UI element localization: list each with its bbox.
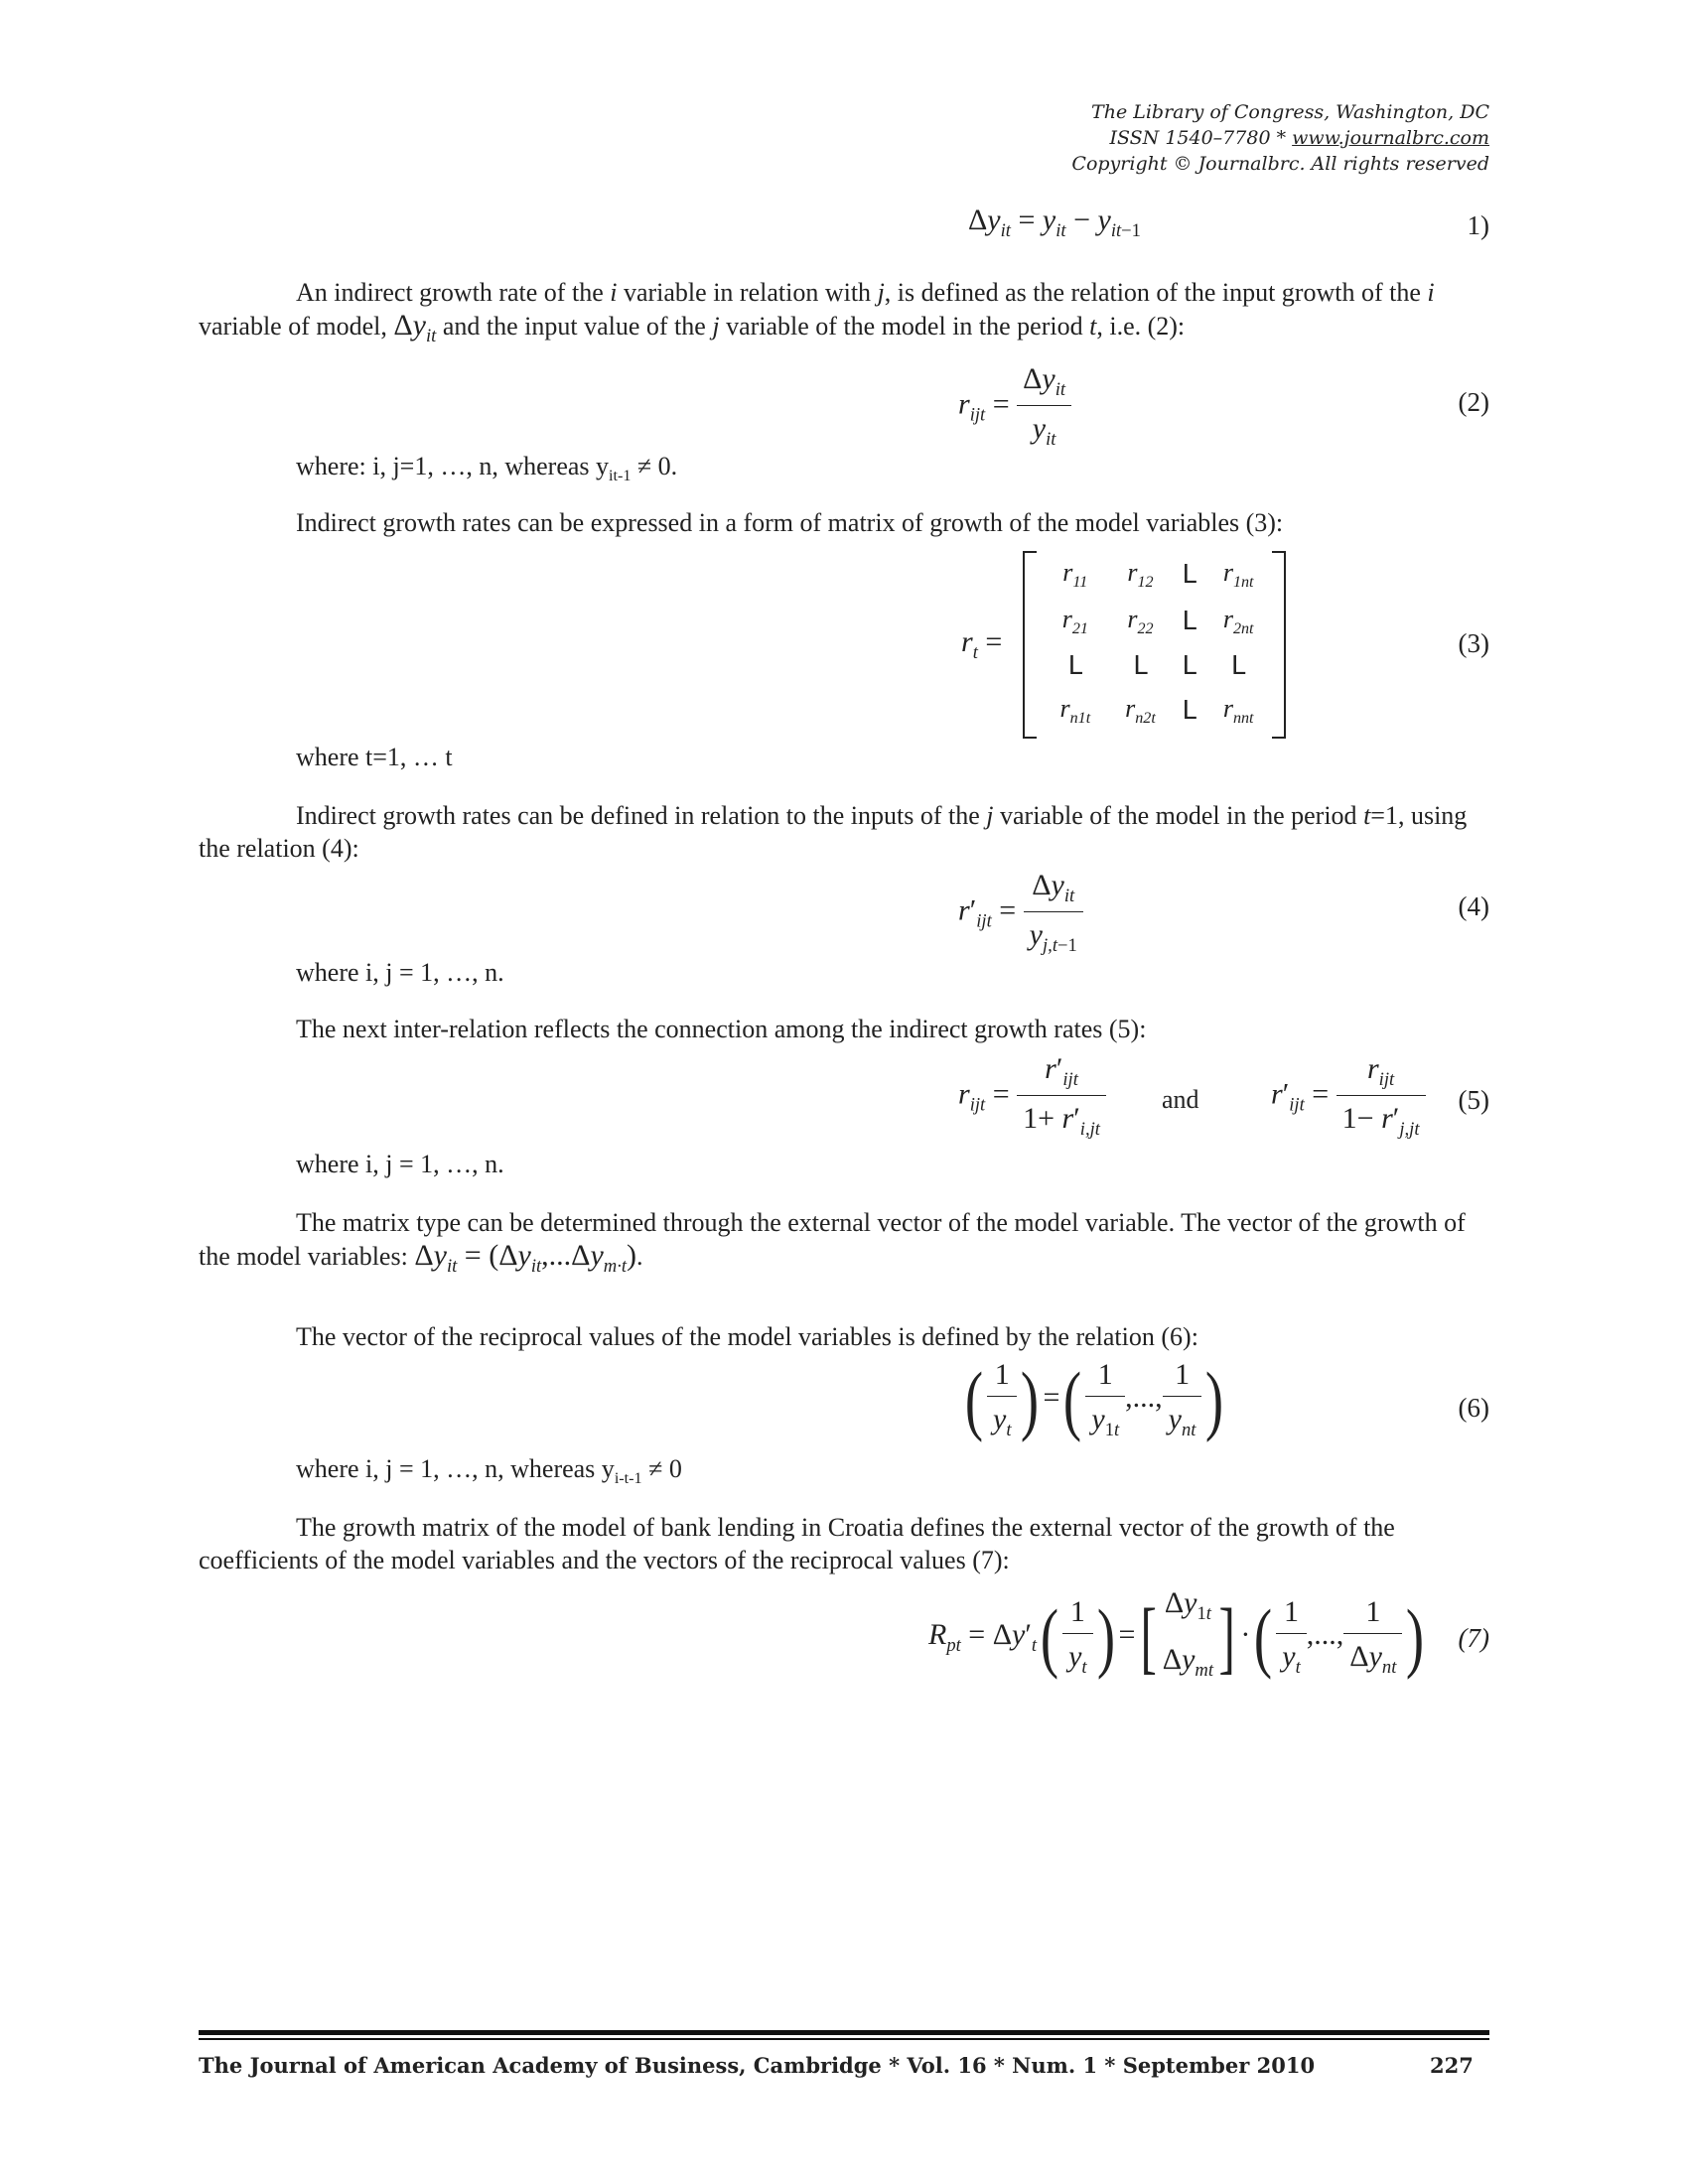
header-copyright-line: Copyright © Journalbrc. All rights reserved xyxy=(1071,153,1489,175)
equation-5-right: $r'_{ijt}$ = $\frac{r_{ijt}}{1- r'_{j,jt}}$ xyxy=(1271,1052,1426,1141)
p1-var-i2: i xyxy=(1427,278,1435,307)
equation-6: ( $\frac{1}{y_t}$ ) =( $\frac{1}{y_{1t}}$ ,..., $\frac{1}{y_{nt}}$ ) xyxy=(964,1356,1224,1442)
paragraph-growth-matrix: The growth matrix of the model of bank lending in Croatia defines the external vector of the growth of the coefficients of the model variables and the vectors of the reciprocal values (7): xyxy=(199,1513,1395,1574)
p1-var-j2: j xyxy=(712,312,720,341)
p3-var-j: j xyxy=(986,801,994,830)
matrix-cell: $r_{n2t}$ xyxy=(1125,694,1156,728)
header-library-line: The Library of Congress, Washington, DC xyxy=(1091,101,1489,123)
equation-7-number: (7) xyxy=(1458,1623,1489,1653)
matrix-cell: $r_{12}$ xyxy=(1127,557,1154,591)
p3-text-c: =1, using the relation (4): xyxy=(199,801,1468,863)
paragraph-reciprocal-vector: The vector of the reciprocal values of the model variables is defined by the relation (6): xyxy=(296,1322,1198,1351)
equation-2-number: (2) xyxy=(1458,387,1489,417)
where1-end: ≠ 0. xyxy=(631,452,678,480)
p1-text-a: An indirect growth rate of the xyxy=(296,278,611,307)
p1-var-t: t xyxy=(1089,312,1097,341)
paragraph-matrix-intro: Indirect growth rates can be expressed in a form of matrix of growth of the model variables (3): xyxy=(296,508,1284,537)
equation-2: $r_{ijt}$ = $\frac{\Delta y_{it}}{y_{it}}$ xyxy=(958,362,1071,451)
equation-1: $\Delta y_{it} = y_{it} - y_{it-1}$ xyxy=(968,204,1141,241)
issn-text: ISSN 1540–7780 * xyxy=(1109,127,1293,149)
equation-6-number: (6) xyxy=(1458,1393,1489,1423)
p3-text-a: Indirect growth rates can be defined in relation to the inputs of the xyxy=(296,801,987,830)
paragraph-relation-4 xyxy=(199,799,1489,865)
matrix-cell: $r_{22}$ xyxy=(1127,605,1154,638)
where1-text: where: i, j=1, …, n, whereas y xyxy=(296,452,610,480)
footer-rule-thick xyxy=(199,2030,1489,2035)
p1-text-d: variable of model, xyxy=(199,312,394,341)
p1-text-f: variable of the model in the period xyxy=(719,312,1090,341)
footer-rule-thin xyxy=(199,2038,1489,2040)
where-clause-2: where t=1, … t xyxy=(296,743,453,771)
p1-text-c: , is defined as the relation of the input growth of the xyxy=(884,278,1428,307)
p3-var-t: t xyxy=(1363,801,1371,830)
matrix-cell: $r_{11}$ xyxy=(1062,557,1088,591)
journal-header xyxy=(1071,99,1489,177)
matrix-table xyxy=(1043,551,1271,735)
where-clause-5 xyxy=(296,1454,682,1488)
where5-end: ≠ 0 xyxy=(641,1454,682,1483)
p1-text-g: , i.e. (2): xyxy=(1096,312,1186,341)
matrix-cell: L xyxy=(1182,607,1197,637)
growth-matrix xyxy=(1023,551,1286,735)
page-number: 227 xyxy=(1430,2053,1474,2078)
equation-4: $r'_{ijt}$ = $\frac{\Delta y_{it}}{y_{j,t-1}}$ xyxy=(958,869,1083,957)
footer-journal-citation: The Journal of American Academy of Business, Cambridge * Vol. 16 * Num. 1 * September 2010 xyxy=(199,2053,1316,2078)
matrix-cell: L xyxy=(1182,651,1197,682)
matrix-cell: L xyxy=(1182,559,1197,590)
matrix-cell: L xyxy=(1182,696,1197,727)
matrix-right-bracket xyxy=(1272,551,1286,739)
header-issn-line xyxy=(1071,125,1489,151)
where5-sub: i-t-1 xyxy=(614,1470,642,1488)
matrix-cell: L xyxy=(1133,651,1148,682)
p1-text-e: and the input value of the xyxy=(436,312,713,341)
matrix-cell: $r_{nnt}$ xyxy=(1222,694,1254,728)
where1-sub: it-1 xyxy=(609,468,632,485)
journal-link[interactable]: www.journalbrc.com xyxy=(1292,127,1489,149)
equation-7: $R_{pt} = \Delta y'_t$( $\frac{1}{y_t}$ ) =[ $\Delta y_{1t}$ $\Delta y_{mt}$ ] ·( $\frac{1}{y_t}$ ,..., $\frac{1}{\Delta y_{nt}}$ ) xyxy=(928,1586,1425,1682)
where-clause-1 xyxy=(296,452,677,485)
where-clause-3: where i, j = 1, …, n. xyxy=(296,958,504,987)
equation-5-and: and xyxy=(1162,1085,1199,1114)
equation-5-number: (5) xyxy=(1458,1085,1489,1115)
p1-var-j: j xyxy=(877,278,885,307)
paragraph-matrix-type: The matrix type can be determined through the external vector of the model variable. The vector of the growth of the model variables: $\Delta y_{it} = (\Delta y_{it},...\Delta y_{m\cdot t})$. xyxy=(199,1208,1466,1277)
p3-text-b: variable of the model in the period xyxy=(993,801,1364,830)
p5-text: The matrix type can be determined through the external vector of the model variable. The vector of the growth of the model variables: xyxy=(199,1208,1466,1271)
matrix-cell: $r_{1nt}$ xyxy=(1222,557,1254,591)
matrix-cell: $r_{n1t}$ xyxy=(1059,694,1091,728)
paragraph-inter-relation: The next inter-relation reflects the connection among the indirect growth rates (5): xyxy=(296,1015,1147,1043)
matrix-cell: L xyxy=(1067,651,1083,682)
matrix-cell: L xyxy=(1230,651,1246,682)
where5-text: where i, j = 1, …, n, whereas y xyxy=(296,1454,615,1483)
equation-5-left: $r_{ijt}$ = $\frac{r'_{ijt}}{1+ r'_{i,jt}}$ xyxy=(958,1052,1106,1141)
equation-4-number: (4) xyxy=(1458,891,1489,921)
matrix-cell: $r_{21}$ xyxy=(1061,605,1088,638)
equation-3-lhs: $r_t$ = xyxy=(961,625,1003,663)
equation-1-number: 1) xyxy=(1467,210,1489,240)
matrix-cell: $r_{2nt}$ xyxy=(1222,605,1254,638)
p1-var-i: i xyxy=(610,278,618,307)
equation-3-number: (3) xyxy=(1458,628,1489,658)
matrix-left-bracket xyxy=(1023,551,1037,739)
p1-text-b: variable in relation with xyxy=(617,278,878,307)
paragraph-indirect-growth-rate: An indirect growth rate of the i variable in relation with j, is defined as the relation of the input growth of the i variable of model, $\Delta y_{it}$ and the input value of the j variable of the model in the period t, i.e. (2): xyxy=(199,278,1435,346)
where-clause-4: where i, j = 1, …, n. xyxy=(296,1150,504,1178)
